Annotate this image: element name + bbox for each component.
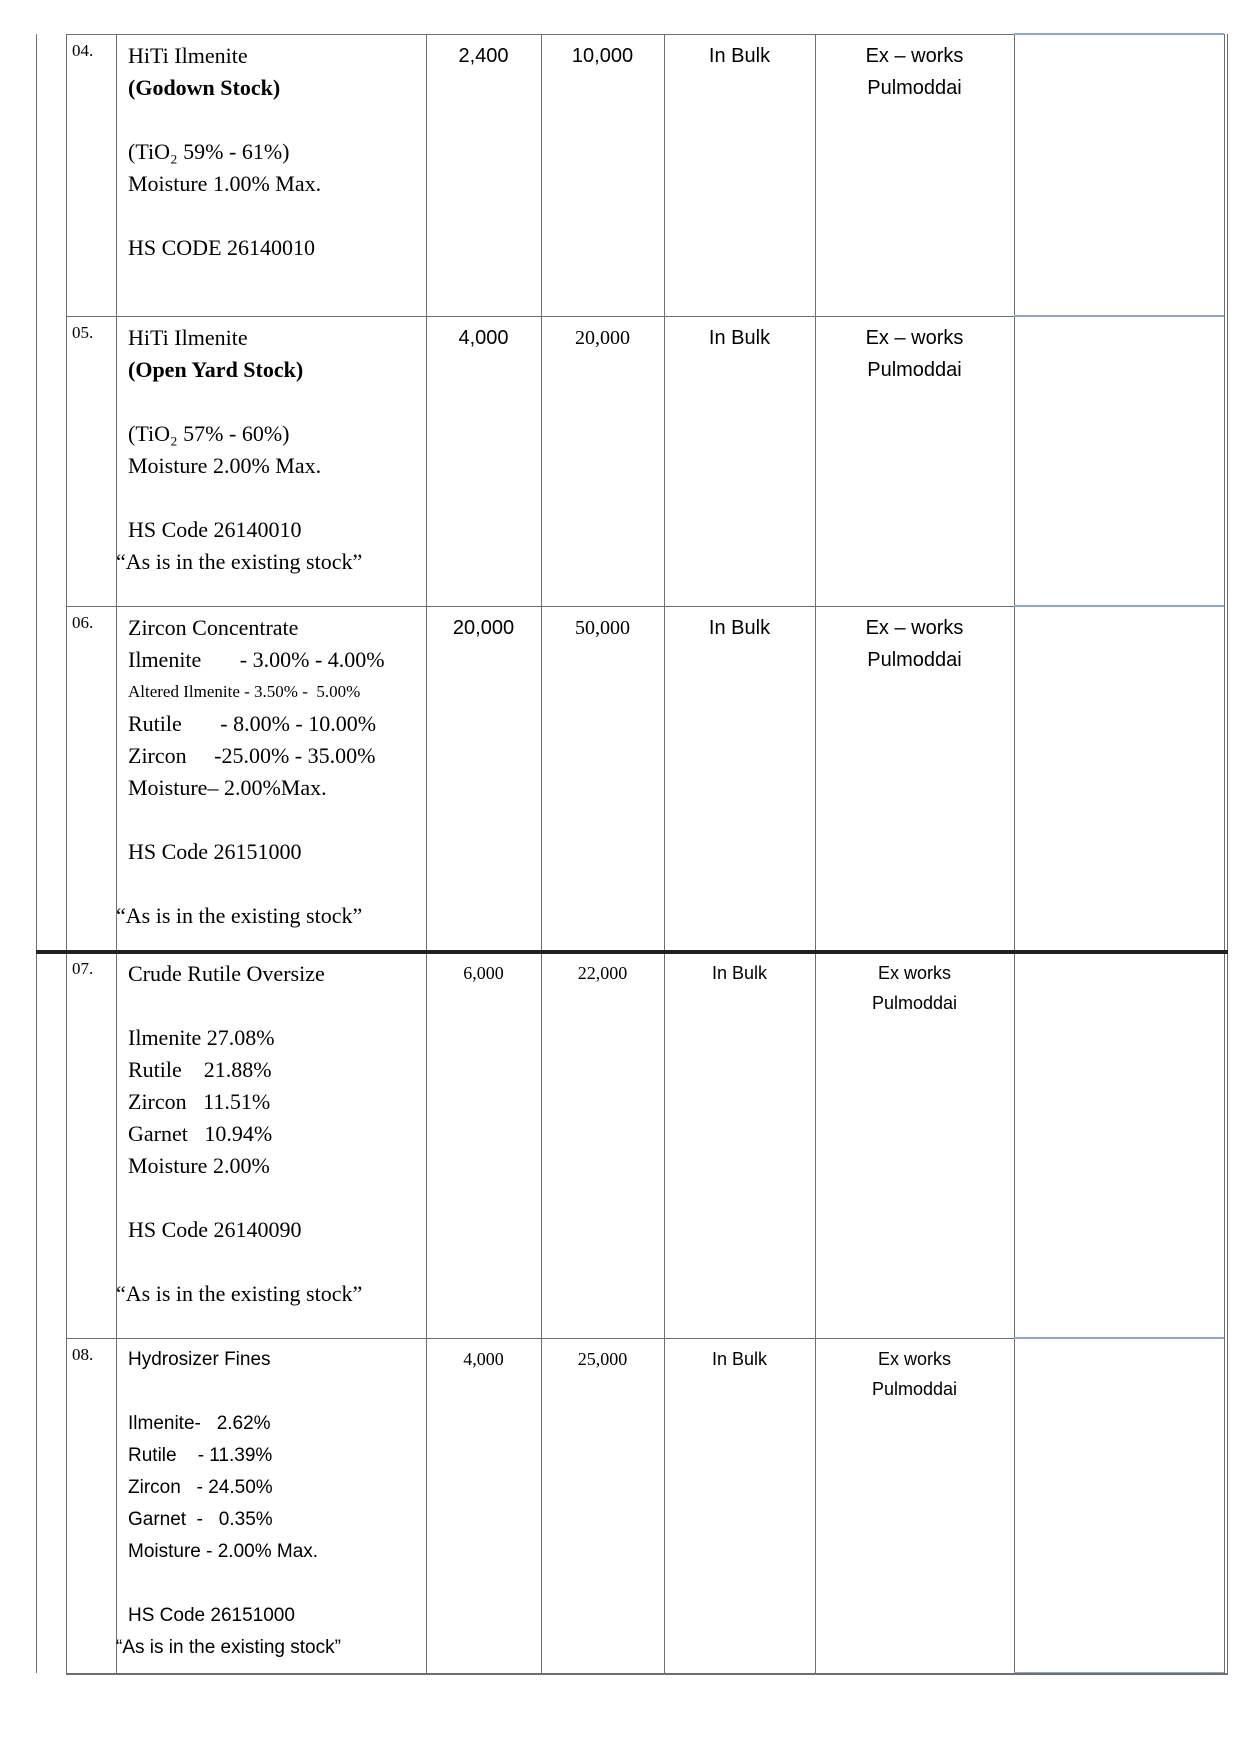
- description-line: [128, 1376, 426, 1408]
- description-line: Moisture 2.00%: [128, 1153, 270, 1178]
- description-note: “As is in the existing stock”: [116, 549, 363, 574]
- delivery-line: Pulmoddai: [871, 993, 958, 1013]
- value: 20,000: [575, 327, 630, 349]
- description-line: Zircon 11.51%: [128, 1089, 271, 1114]
- description-line: Zircon Concentrate: [128, 615, 299, 640]
- description-line: HS Code 26140090: [128, 1217, 302, 1242]
- item-description: [116, 952, 426, 1338]
- row-number: 05.: [72, 323, 94, 342]
- description-line: [128, 1182, 426, 1214]
- delivery-line: Pulmoddai: [867, 359, 962, 381]
- value: 50,000: [575, 617, 630, 639]
- description-line: Rutile - 8.00% - 10.00%: [128, 711, 377, 736]
- description-line: HS Code 26151000: [128, 839, 302, 864]
- remarks-cell: [1014, 952, 1224, 1338]
- quantity: 6,000: [463, 963, 504, 983]
- value: 22,000: [577, 963, 628, 983]
- quantity: 4,000: [463, 1349, 504, 1369]
- description-line: Ilmenite- 2.62%: [128, 1413, 271, 1434]
- description-line: [128, 200, 426, 232]
- description-line: Moisture 2.00% Max.: [128, 453, 322, 478]
- packing: In Bulk: [711, 1349, 768, 1369]
- description-line: (TiO₂ 57% - 60%): [128, 421, 290, 446]
- item-description: [116, 316, 426, 606]
- description-line: Crude Rutile Oversize: [128, 961, 325, 986]
- delivery-terms: [815, 316, 1014, 606]
- column-divider: [1224, 34, 1225, 1673]
- description-line: Ilmenite - 3.00% - 4.00%: [128, 647, 385, 672]
- delivery-terms: [815, 606, 1014, 952]
- packing: In Bulk: [708, 617, 771, 639]
- delivery-line: Ex works: [877, 963, 951, 983]
- description-line: [128, 1246, 426, 1278]
- remarks-cell: [1014, 316, 1224, 606]
- description-line: Garnet - 0.35%: [128, 1509, 273, 1530]
- description-line: HS CODE 26140010: [128, 235, 316, 260]
- item-description: [116, 1338, 426, 1673]
- description-line: [128, 386, 426, 418]
- value: 25,000: [577, 1349, 628, 1369]
- description-line: HiTi Ilmenite: [128, 325, 248, 350]
- delivery-line: Ex works: [877, 1349, 951, 1369]
- packing: In Bulk: [711, 963, 768, 983]
- description-line: (Godown Stock): [128, 75, 281, 100]
- quantity: 2,400: [458, 45, 509, 67]
- quantity: 20,000: [452, 617, 515, 639]
- description-line: (Open Yard Stock): [128, 357, 304, 382]
- description-line: [128, 1568, 426, 1600]
- description-line: (TiO₂ 59% - 61%): [128, 139, 290, 164]
- description-line: HiTi Ilmenite: [128, 43, 248, 68]
- remarks-cell: [1014, 606, 1224, 952]
- description-line: Altered Ilmenite - 3.50% - 5.00%: [128, 682, 361, 701]
- description-line: HS Code 26140010: [128, 517, 302, 542]
- description-line: Rutile 21.88%: [128, 1057, 272, 1082]
- description-line: Moisture - 2.00% Max.: [128, 1541, 319, 1562]
- delivery-line: Pulmoddai: [867, 649, 962, 671]
- quantity: 4,000: [458, 327, 509, 349]
- page-margin-line: [36, 34, 37, 1673]
- description-line: Rutile - 11.39%: [128, 1445, 273, 1466]
- delivery-line: Ex – works: [865, 45, 964, 67]
- table-bottom-line: [66, 1673, 1228, 1675]
- item-description: [116, 606, 426, 952]
- right-border-double: [1227, 34, 1228, 1673]
- description-note: “As is in the existing stock”: [116, 1637, 341, 1658]
- description-line: Zircon -25.00% - 35.00%: [128, 743, 376, 768]
- description-line: [128, 104, 426, 136]
- delivery-terms: [815, 34, 1014, 316]
- delivery-line: Ex – works: [865, 617, 964, 639]
- remarks-cell: [1014, 34, 1224, 316]
- description-line: [128, 990, 426, 1022]
- delivery-terms: [815, 952, 1014, 1338]
- delivery-line: Ex – works: [865, 327, 964, 349]
- delivery-line: Pulmoddai: [867, 77, 962, 99]
- description-line: Garnet 10.94%: [128, 1121, 273, 1146]
- description-note: “As is in the existing stock”: [116, 1281, 363, 1306]
- row-number: 07.: [72, 959, 94, 978]
- description-line: HS Code 26151000: [128, 1605, 295, 1626]
- packing: In Bulk: [708, 45, 771, 67]
- delivery-line: Pulmoddai: [871, 1379, 958, 1399]
- item-description: [116, 34, 426, 316]
- row-number: 06.: [72, 613, 94, 632]
- description-line: Ilmenite 27.08%: [128, 1025, 275, 1050]
- description-line: Zircon - 24.50%: [128, 1477, 273, 1498]
- row-number: 04.: [72, 41, 94, 60]
- delivery-terms: [815, 1338, 1014, 1673]
- description-line: Hydrosizer Fines: [128, 1349, 271, 1370]
- description-line: [128, 482, 426, 514]
- description-line: Moisture– 2.00%Max.: [128, 775, 327, 800]
- description-line: [128, 804, 426, 836]
- row-number: 08.: [72, 1345, 94, 1364]
- value: 10,000: [571, 45, 634, 67]
- description-note: “As is in the existing stock”: [116, 903, 363, 928]
- description-line: Moisture 1.00% Max.: [128, 171, 322, 196]
- remarks-cell: [1014, 1338, 1224, 1673]
- description-line: [128, 868, 426, 900]
- packing: In Bulk: [708, 327, 771, 349]
